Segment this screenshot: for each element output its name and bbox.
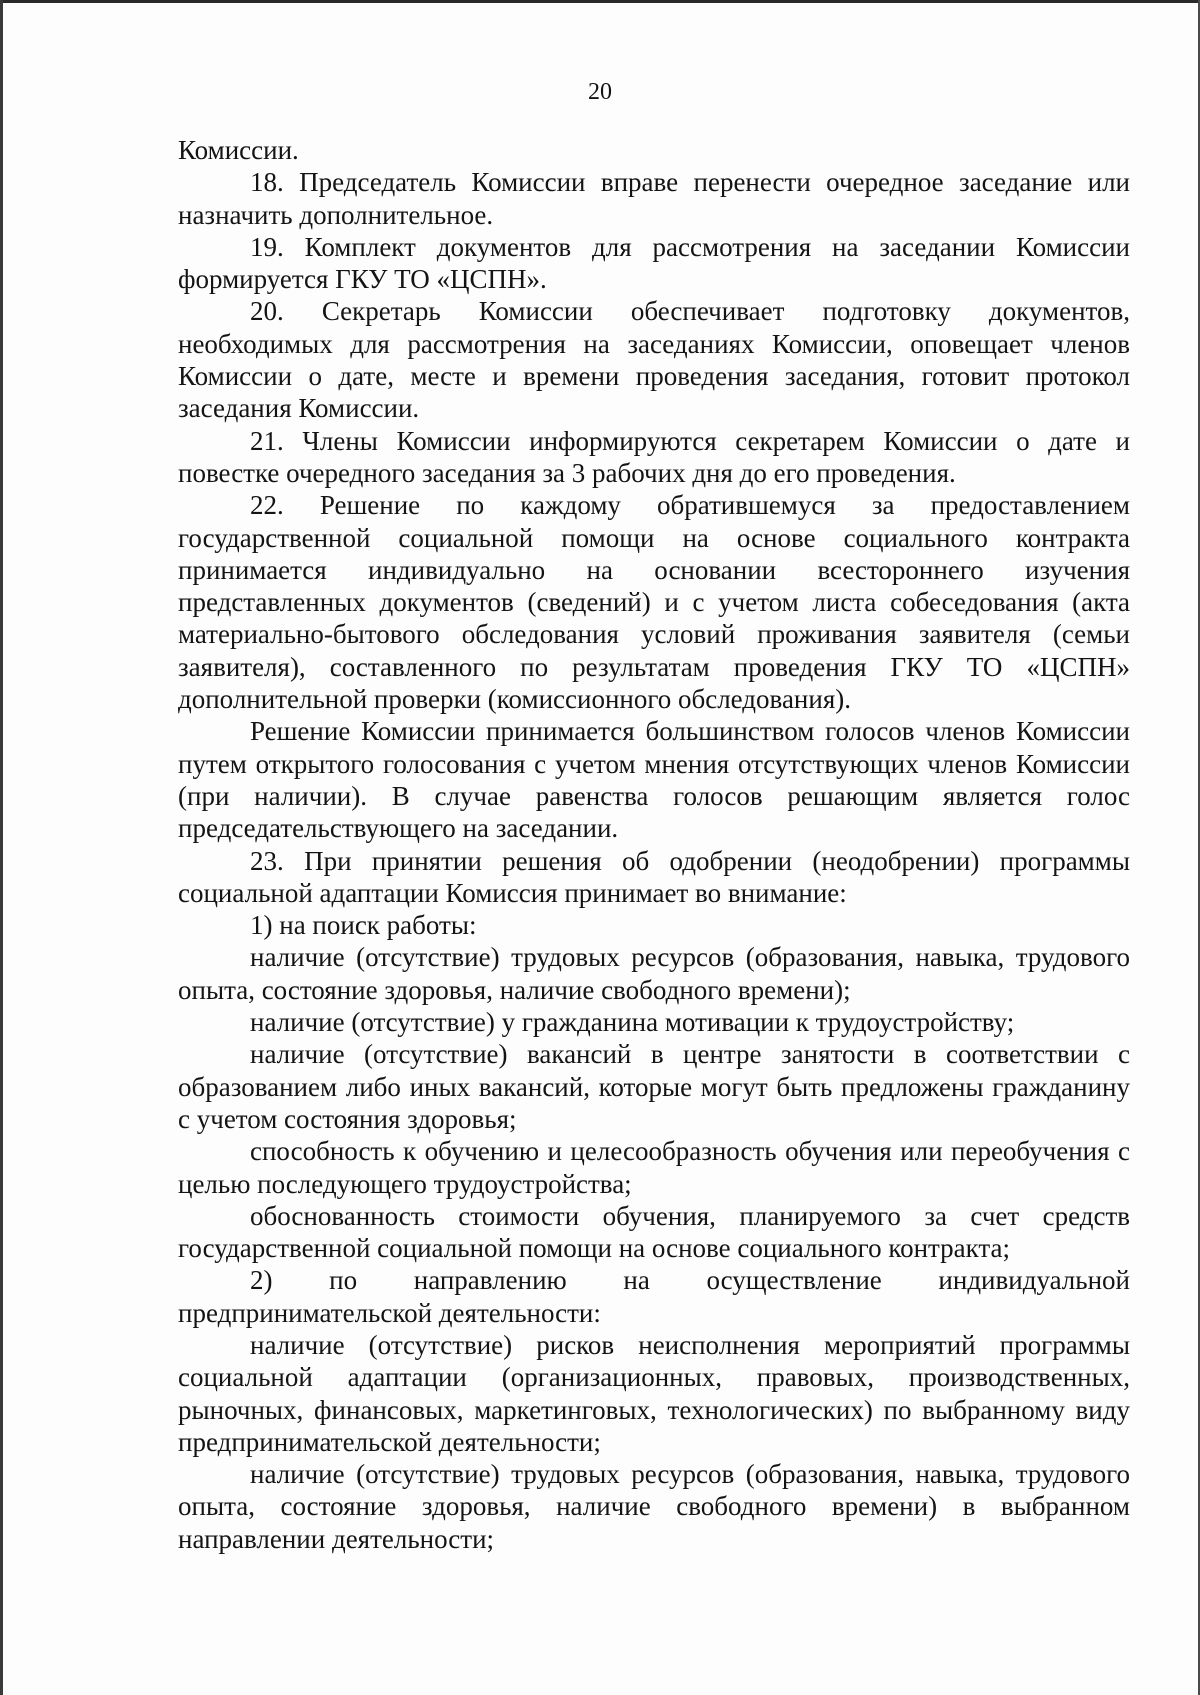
scan-edge-top [0, 0, 1200, 3]
list-heading-entrepreneurship: 2) по направлению на осуществление индивидуальной предпринимательской деятельности: [178, 1265, 1130, 1328]
paragraph-item-20: 20. Секретарь Комиссии обеспечивает подготовку документов, необходимых для рассмотрения на заседаниях Комиссии, оповещает членов Комиссии о дате, месте и времени проведения заседания, готовит протокол заседания Комиссии. [178, 296, 1130, 424]
list-item: наличие (отсутствие) вакансий в центре занятости в соответствии с образованием либо иных вакансий, которые могут быть предложены гражданину с учетом состояния здоровья; [178, 1039, 1130, 1134]
list-item: наличие (отсутствие) рисков неисполнения мероприятий программы социальной адаптации (организационных, правовых, производственных, рыночных, финансовых, маркетинговых, технологических) по выбранному виду предпринимательской деятельности; [178, 1329, 1130, 1457]
scan-edge-left [0, 0, 3, 1695]
list-item: наличие (отсутствие) трудовых ресурсов (образования, навыка, трудового опыта, состояние здоровья, наличие свободного времени) в выбранном направлении деятельности; [178, 1459, 1130, 1554]
paragraph-item-19: 19. Комплект документов для рассмотрения на заседании Комиссии формируется ГКУ ТО «ЦСПН». [178, 231, 1130, 295]
paragraph-continuation: Комиссии. [178, 135, 299, 165]
list-item: способность к обучению и целесообразность обучения или переобучения с целью последующего трудоустройства; [178, 1136, 1130, 1199]
list-item: наличие (отсутствие) трудовых ресурсов (образования, навыка, трудового опыта, состояние здоровья, наличие свободного времени); [178, 942, 1130, 1005]
list-item: обоснованность стоимости обучения, планируемого за счет средств государственной социальной помощи на основе социального контракта; [178, 1200, 1130, 1264]
list-heading-job-search: 1) на поиск работы: [250, 910, 477, 941]
paragraph-decision-voting: Решение Комиссии принимается большинством голосов членов Комиссии путем открытого голосования с учетом мнения отсутствующих членов Комиссии (при наличии). В случае равенства голосов решающим является голос председательствующего на заседании. [178, 716, 1130, 844]
paragraph-item-21: 21. Члены Комиссии информируются секретарем Комиссии о дате и повестке очередного заседания за 3 рабочих дня до его проведения. [178, 425, 1130, 488]
list-item: наличие (отсутствие) у гражданина мотивации к трудоустройству; [250, 1007, 1015, 1038]
paragraph-item-22: 22. Решение по каждому обратившемуся за предоставлением государственной социальной помощи на основе социального контракта принимается индивидуально на основании всестороннего изучения представленных документов (сведений) и с учетом листа собеседования (акта материально-бытового обследования условий проживания заявителя (семьи заявителя), составленного по результатам проведения ГКУ ТО «ЦСПН» дополнительной проверки (комиссионного обследования). [178, 490, 1130, 715]
document-body [178, 134, 1130, 1555]
paragraph-item-18: 18. Председатель Комиссии вправе перенести очередное заседание или назначить дополнительное. [178, 167, 1130, 230]
page-number: 20 [588, 79, 612, 105]
paragraph-item-23: 23. При принятии решения об одобрении (неодобрении) программы социальной адаптации Комиссия принимает во внимание: [178, 845, 1130, 908]
